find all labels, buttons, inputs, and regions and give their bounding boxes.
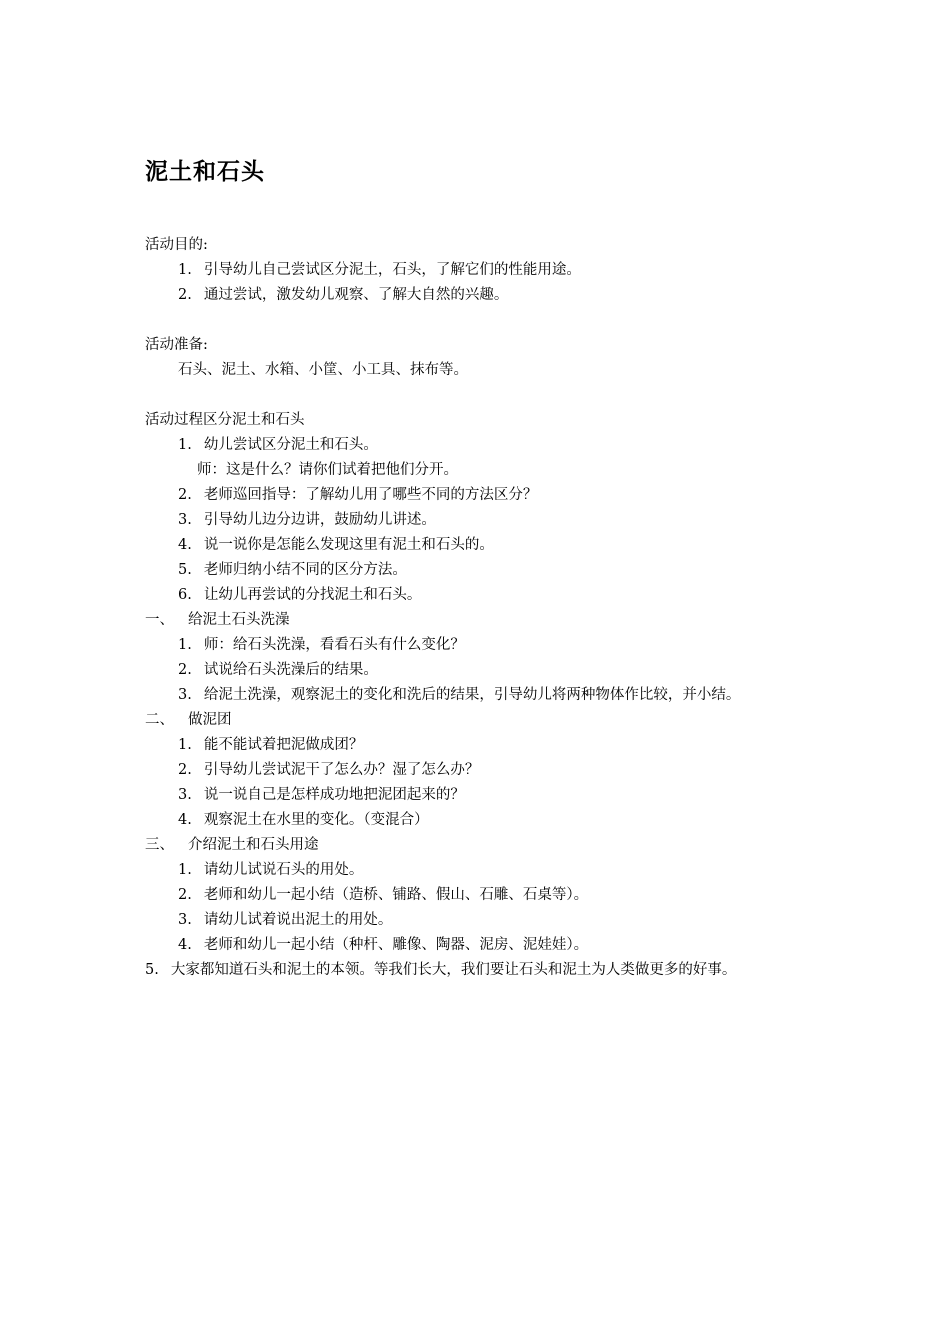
document-title: 泥土和石头 [145, 159, 265, 185]
item-text: 试说给石头洗澡后的结果。 [203, 662, 378, 678]
goals-heading: 活动目的: [145, 237, 208, 253]
section-item [145, 733, 810, 758]
spacer [145, 383, 810, 408]
item-text: 说一说自己是怎样成功地把泥团起来的？ [203, 787, 465, 803]
section-title: 介绍泥土和石头用途 [188, 837, 319, 853]
item-text: 观察泥土在水里的变化。（变混合） [203, 812, 429, 828]
item-text: 老师和幼儿一起小结（种杆、雕像、陶器、泥房、泥娃娃）。 [203, 937, 589, 953]
item-number: 4. [178, 937, 192, 953]
goal-number: 2. [178, 287, 192, 303]
process-text: 引导幼儿边分边讲，鼓励幼儿讲述。 [203, 512, 436, 528]
process-text: 老师巡回指导：了解幼儿用了哪些不同的方法区分？ [203, 487, 538, 503]
process-heading: 活动过程区分泥土和石头 [145, 412, 305, 428]
process-text: 幼儿尝试区分泥土和石头。 [203, 437, 378, 453]
section-title: 做泥团 [188, 712, 232, 728]
prep-text: 石头、泥土、水箱、小筐、小工具、抹布等。 [178, 362, 468, 378]
section-item [145, 758, 810, 783]
process-item [145, 583, 810, 608]
section-item [145, 858, 810, 883]
section-item [145, 783, 810, 808]
goal-text: 通过尝试，激发幼儿观察、了解大自然的兴趣。 [203, 287, 509, 303]
item-text: 能不能试着把泥做成团？ [203, 737, 364, 753]
goal-text: 引导幼儿自己尝试区分泥土，石头，了解它们的性能用途。 [203, 262, 581, 278]
process-item [145, 533, 810, 558]
section-item [145, 658, 810, 683]
item-number: 1. [178, 862, 192, 878]
section-item [145, 933, 810, 958]
item-text: 师：给石头洗澡，看看石头有什么变化？ [203, 637, 465, 653]
closing-paragraph [145, 958, 810, 983]
closing-text: 大家都知道石头和泥土的本领。等我们长大，我们要让石头和泥土为人类做更多的好事。 [170, 962, 737, 978]
item-text: 请幼儿试说石头的用处。 [203, 862, 364, 878]
process-number: 4. [178, 537, 192, 553]
section-heading [145, 708, 810, 733]
process-number: 6. [178, 587, 192, 603]
section-heading [145, 608, 810, 633]
process-number: 1. [178, 437, 192, 453]
item-text: 引导幼儿尝试泥干了怎么办？湿了怎么办？ [203, 762, 480, 778]
section-item [145, 908, 810, 933]
item-number: 2. [178, 762, 192, 778]
section-number: 三、 [145, 837, 174, 853]
item-number: 2. [178, 887, 192, 903]
item-number: 2. [178, 662, 192, 678]
section-number: 二、 [145, 712, 174, 728]
goal-item [145, 283, 810, 308]
process-text: 老师归纳小结不同的区分方法。 [203, 562, 407, 578]
section-heading [145, 833, 810, 858]
section-title: 给泥土石头洗澡 [188, 612, 290, 628]
goal-number: 1. [178, 262, 192, 278]
process-item [145, 508, 810, 533]
item-number: 1. [178, 637, 192, 653]
document-body [145, 233, 810, 983]
goal-item [145, 258, 810, 283]
item-text: 老师和幼儿一起小结（造桥、铺路、假山、石雕、石桌等）。 [203, 887, 589, 903]
process-item [145, 558, 810, 583]
spacer [145, 308, 810, 333]
item-text: 请幼儿试着说出泥土的用处。 [203, 912, 393, 928]
item-number: 3. [178, 687, 192, 703]
process-number: 5. [178, 562, 192, 578]
item-number: 1. [178, 737, 192, 753]
process-item [145, 483, 810, 508]
item-number: 4. [178, 812, 192, 828]
section-item [145, 808, 810, 833]
process-text: 让幼儿再尝试的分找泥土和石头。 [203, 587, 422, 603]
process-number: 2. [178, 487, 192, 503]
section-item [145, 883, 810, 908]
item-number: 3. [178, 912, 192, 928]
section-item [145, 683, 810, 708]
prep-heading: 活动准备: [145, 337, 208, 353]
section-number: 一、 [145, 612, 174, 628]
closing-number: 5. [145, 962, 159, 978]
process-item [145, 433, 810, 458]
item-text: 给泥土洗澡，观察泥土的变化和洗后的结果，引导幼儿将两种物体作比较，并小结。 [203, 687, 741, 703]
teacher-line: 师：这是什么？请你们试着把他们分开。 [197, 462, 458, 478]
process-text: 说一说你是怎能么发现这里有泥土和石头的。 [203, 537, 494, 553]
section-item [145, 633, 810, 658]
process-number: 3. [178, 512, 192, 528]
item-number: 3. [178, 787, 192, 803]
